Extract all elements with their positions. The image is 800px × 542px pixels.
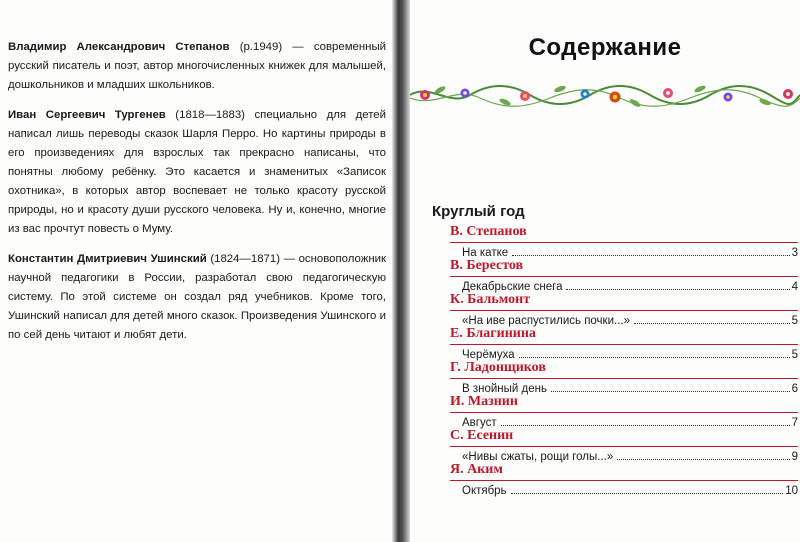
toc-author: Г. Ладонщиков [450, 360, 798, 379]
toc-author: В. Степанов [450, 224, 798, 243]
toc-author: С. Есенин [450, 428, 798, 447]
bio-ushinsky [8, 250, 386, 345]
toc-work-title: Октябрь [462, 485, 507, 497]
toc-entry[interactable] [450, 326, 798, 362]
section-title: Круглый год [432, 203, 525, 220]
toc-entry[interactable] [450, 394, 798, 430]
toc-leader-dots [634, 323, 790, 324]
floral-ornament-icon [410, 78, 800, 112]
page-title: Содержание [528, 34, 682, 61]
toc-page-number: 3 [791, 247, 798, 259]
toc-page-number: 9 [791, 451, 798, 463]
toc-work-title: Декабрьские снега [462, 281, 563, 293]
toc-leader-dots [519, 357, 790, 358]
toc-leader-dots [512, 255, 789, 256]
toc-work-title: В знойный день [462, 383, 547, 395]
toc-leader-dots [501, 425, 790, 426]
toc-work [450, 484, 798, 498]
bio-text: (р.1949) — современный русский писатель и поэт, автор многочисленных книжек для малышей, дошкольников и младших школьников. [8, 41, 386, 91]
toc-author: В. Берестов [450, 258, 798, 277]
bio-name: Константин Дмитриевич Ушинский [8, 253, 207, 265]
toc-leader-dots [511, 493, 784, 494]
toc-page-number: 4 [791, 281, 798, 293]
toc-leader-dots [617, 459, 789, 460]
bio-text: (1824—1871) — основоположник научной педагогики в России, разработал свою педагогическую систему. По этой системе он создал ряд учебников. Кроме того, Ушинский написал для детей много сказок. Произведения Ушинского и по сей день читают и любят дети. [8, 253, 387, 341]
toc-author: Е. Благинина [450, 326, 798, 345]
bio-turgenev [8, 106, 386, 239]
toc-page-number: 5 [791, 315, 798, 327]
toc-work-title: Август [462, 417, 497, 429]
toc-entry[interactable] [450, 428, 798, 464]
toc-entry[interactable] [450, 258, 798, 294]
toc-leader-dots [566, 289, 789, 290]
toc-author: И. Мазнин [450, 394, 798, 413]
toc-entry[interactable] [450, 360, 798, 396]
toc-entry[interactable] [450, 462, 798, 498]
toc-work-title: На катке [462, 247, 509, 259]
toc-work-title: Черёмуха [462, 349, 515, 361]
left-page [0, 0, 392, 542]
bio-name: Иван Сергеевич Тургенев [8, 109, 166, 121]
right-page [410, 0, 800, 542]
toc-page-number: 10 [785, 485, 798, 497]
toc-leader-dots [551, 391, 790, 392]
toc-page-number: 5 [791, 349, 798, 361]
toc-entry[interactable] [450, 292, 798, 328]
toc-page-number: 7 [791, 417, 798, 429]
toc-work-title: «Нивы сжаты, рощи голы...» [462, 451, 614, 463]
toc-entry[interactable] [450, 224, 798, 260]
toc-author: Я. Аким [450, 462, 798, 481]
toc-work-title: «На иве распустились почки...» [462, 315, 630, 327]
bio-text: (1818—1883) специально для детей написал лишь переводы сказок Шарля Перро. Но картины природы в его произведениях для взрослых так прекрасно написаны, что понятны любому ребёнку. Это касается и знаменитых «Записок охотника», в которых автор воспевает не только красоту русской природы, но и красоту души русского человека. Ну и, конечно, многие из вас прочтут повесть о Муму. [8, 109, 386, 235]
toc-page-number: 6 [791, 383, 798, 395]
bio-name: Владимир Александрович Степанов [8, 41, 230, 53]
book-gutter [392, 0, 410, 542]
toc-author: К. Бальмонт [450, 292, 798, 311]
bio-stepanov [8, 38, 386, 95]
